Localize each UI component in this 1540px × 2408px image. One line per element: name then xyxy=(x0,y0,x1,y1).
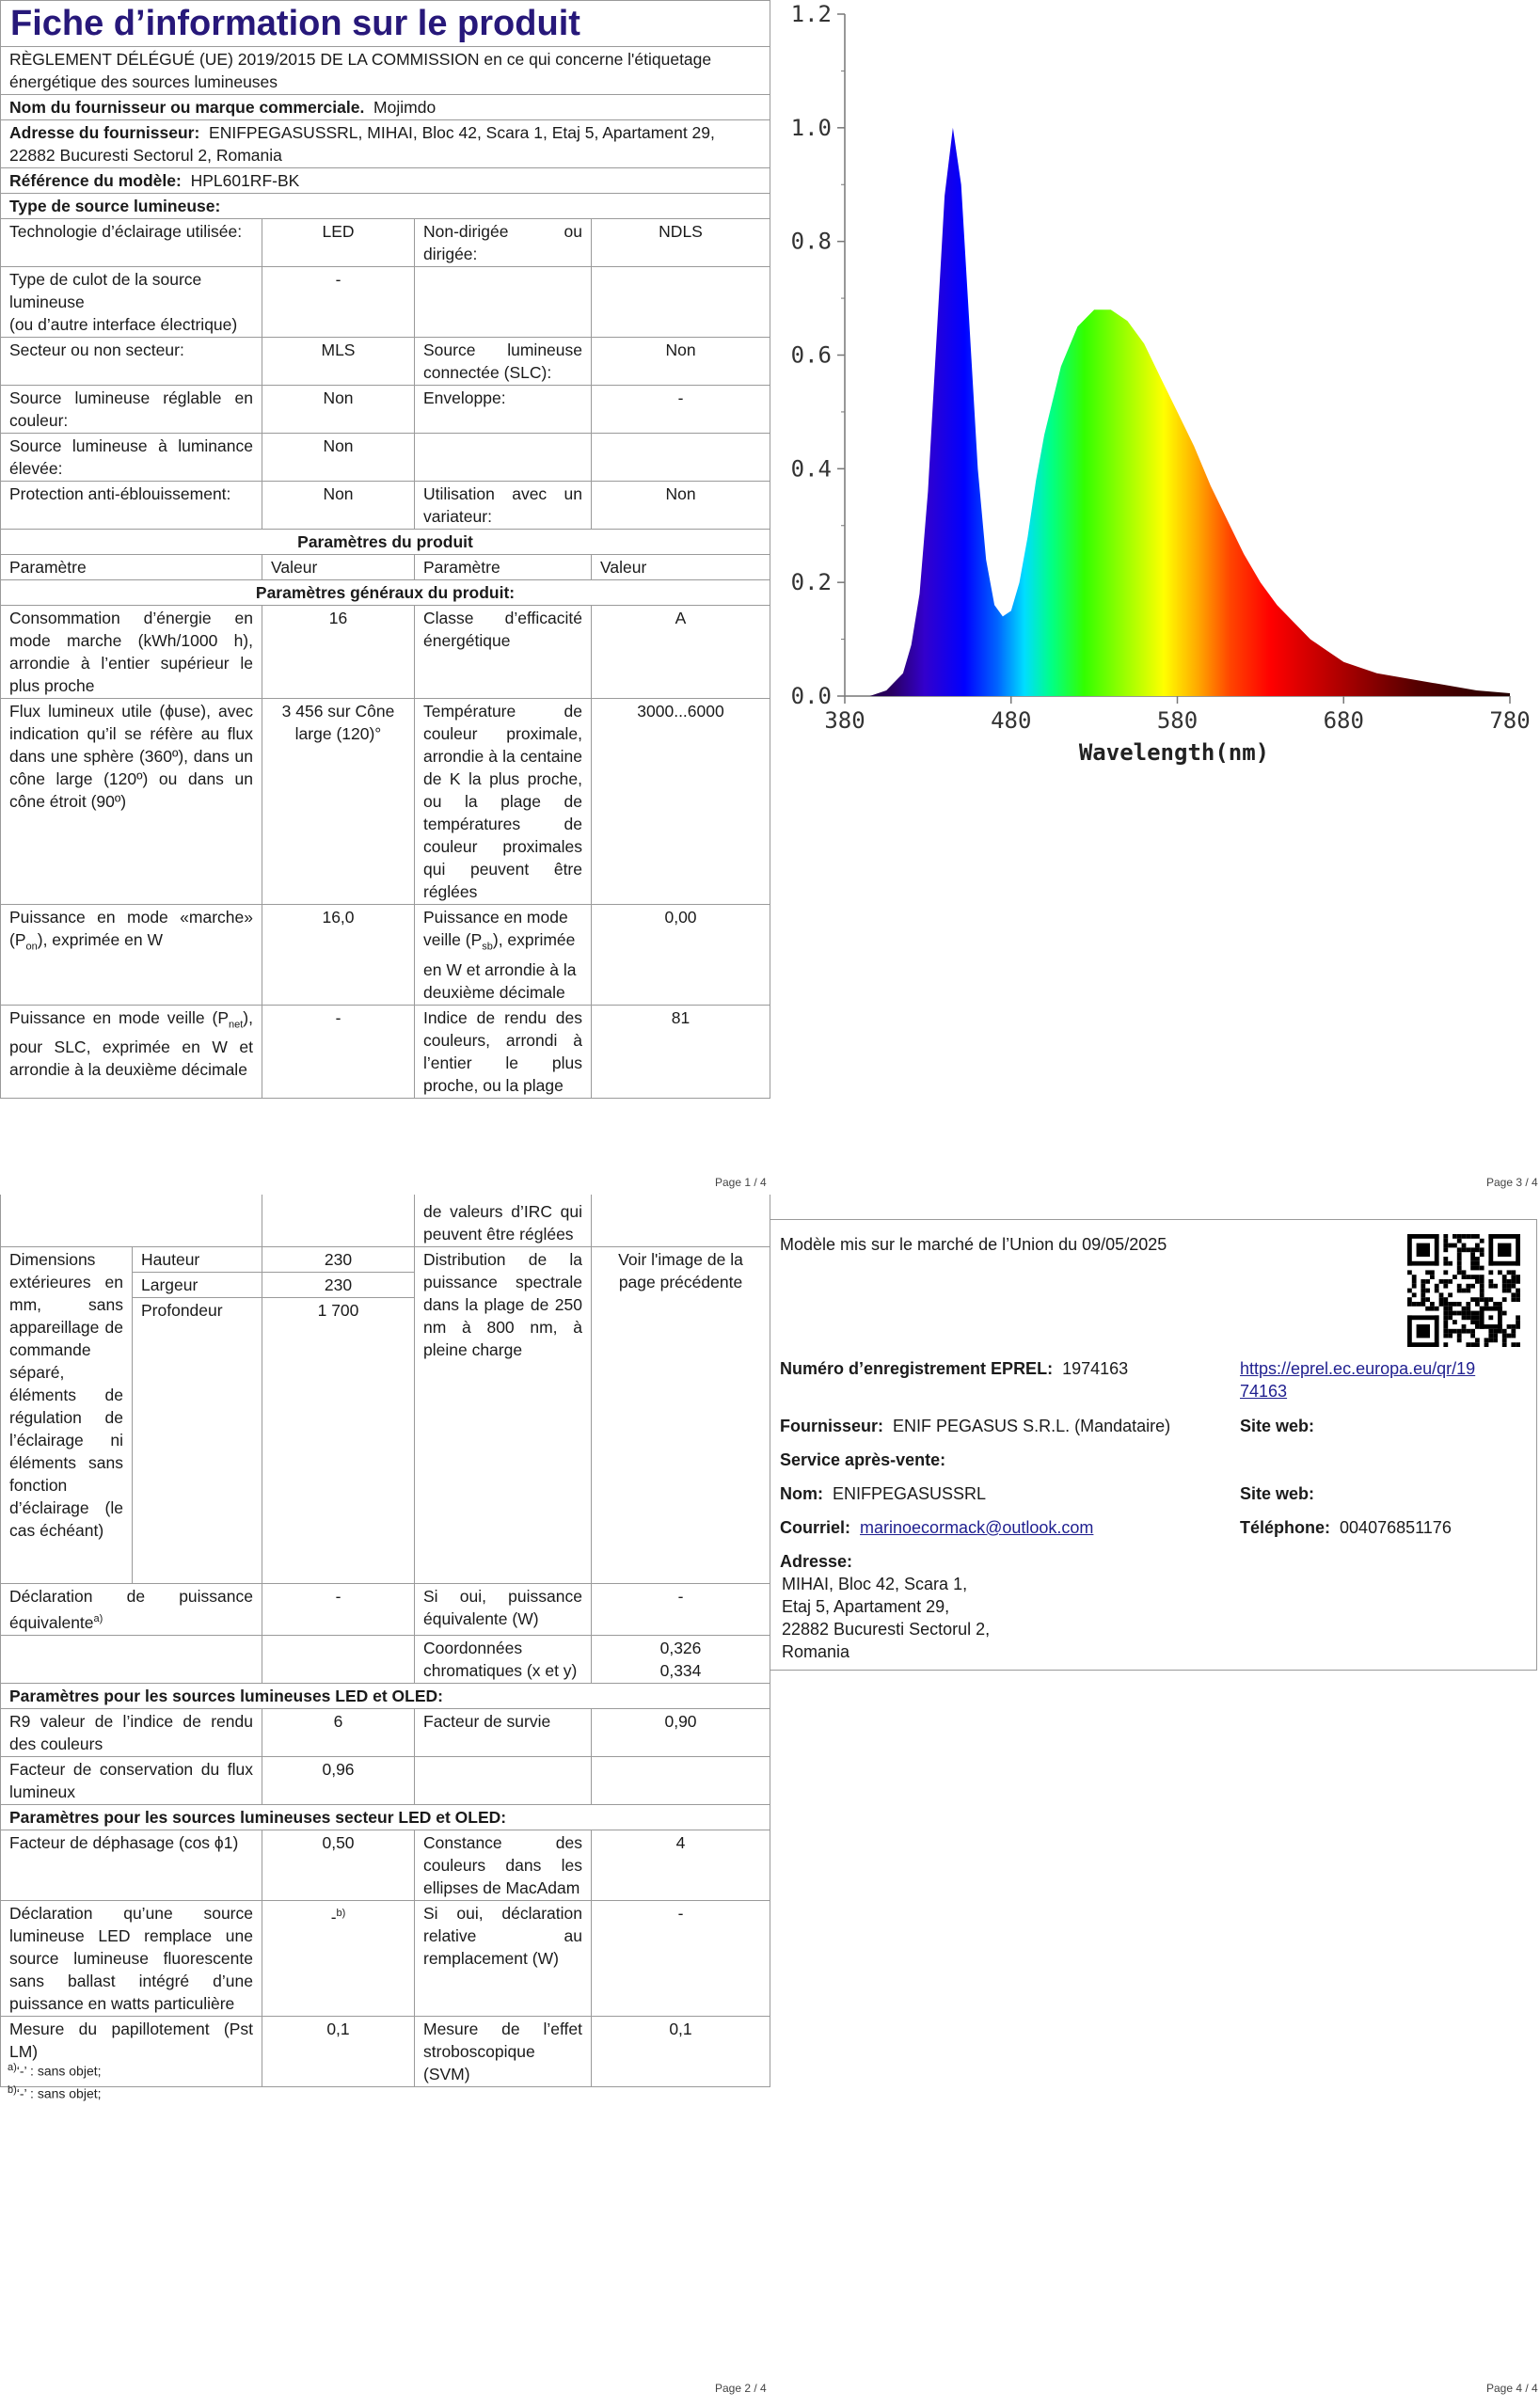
equivw-value: - xyxy=(592,1584,770,1636)
address-block xyxy=(782,1573,990,1663)
empty-cell xyxy=(592,1195,770,1247)
supplier-value: Mojimdo xyxy=(373,98,437,117)
website-label: Site web: xyxy=(1240,1417,1315,1435)
col-header-param: Paramètre xyxy=(415,555,592,580)
pf-value: 0,50 xyxy=(262,1830,415,1900)
replace-value: -$^{b)}$ xyxy=(262,1900,415,2016)
tech-label: Technologie d’éclairage utilisée: xyxy=(1,219,262,267)
cct-label: Température de couleur proximale, arrondie à la centaine de K la plus proche, ou la plage de températures de couleur proximales qui peuvent être réglées xyxy=(415,699,592,905)
empty-cell xyxy=(592,434,770,482)
x-tick-label: 580 xyxy=(1156,707,1199,734)
cri-label: Indice de rendu des couleurs, arrondi à l’entier le plus proche, ou la plage xyxy=(415,1005,592,1098)
address-value: ENIFPEGASUSSRL, MIHAI, Bloc 42, Scara 1, Etaj 5, Apartament 29, 22882 Bucuresti Sectorul 2, Romania xyxy=(9,123,715,165)
address-label: Adresse: xyxy=(780,1552,853,1571)
pon-value: 16,0 xyxy=(262,905,415,1006)
x-tick-label: 680 xyxy=(1323,707,1364,734)
replace-label: Déclaration qu’une source lumineuse LED remplace une source lumineuse fluorescente sans ballast intégré d’une puissance en watts particulière xyxy=(1,1900,262,2016)
flicker-label: Mesure du papillotement (Pst LM) xyxy=(1,2016,262,2086)
flux-value: 3 456 sur Cône large (120)° xyxy=(262,699,415,905)
width-value: 230 xyxy=(262,1273,415,1298)
class-label: Classe d’efficacité énergétique xyxy=(415,606,592,699)
x-tick-label: 480 xyxy=(991,707,1032,734)
color-label: Source lumineuse réglable en couleur: xyxy=(1,386,262,434)
phone-row: Téléphone: 004076851176 xyxy=(1240,1518,1452,1537)
macadam-label: Constance des couleurs dans les ellipses de MacAdam xyxy=(415,1830,592,1900)
page-number: Page 4 / 4 xyxy=(1486,2382,1538,2395)
y-tick-label: 0.0 xyxy=(790,683,832,709)
replacew-value: - xyxy=(592,1900,770,2016)
pnet-label: Puissance en mode veille $(P_{net})$, pour SLC, exprimée en W et arrondie à la deuxième décimale xyxy=(1,1005,262,1098)
mains-header: Paramètres pour les sources lumineuses secteur LED et OLED: xyxy=(1,1804,770,1830)
address-line: 22882 Bucuresti Sectorul 2, xyxy=(782,1620,991,1639)
survival-value: 0,90 xyxy=(592,1708,770,1756)
page-number: Page 1 / 4 xyxy=(715,1176,767,1189)
equiv-value: - xyxy=(262,1584,415,1636)
env-value: - xyxy=(592,386,770,434)
market-date: Modèle mis sur le marché de l’Union du 09/05/2025 xyxy=(780,1235,1167,1254)
col-header-value: Valeur xyxy=(262,555,415,580)
page-2 xyxy=(0,1195,770,2408)
macadam-value: 4 xyxy=(592,1830,770,1900)
mains-label: Secteur ou non secteur: xyxy=(1,338,262,386)
env-label: Enveloppe: xyxy=(415,386,592,434)
spectrum-curve xyxy=(845,128,1510,696)
energy-label: Consommation d’énergie en mode marche (kWh/1000 h), arrondie à l’entier supérieur le plus proche xyxy=(1,606,262,699)
supplier-row: Fournisseur: ENIF PEGASUS S.R.L. (Mandataire) xyxy=(780,1417,1171,1435)
psb-label: Puissance en mode veille $(P_{sb})$, exprimée en W et arrondie à la deuxième décimale xyxy=(415,905,592,1006)
model-value: HPL601RF-BK xyxy=(190,171,300,190)
name-value: ENIFPEGASUSSRL xyxy=(833,1484,987,1503)
market-info-box xyxy=(770,1219,1537,1671)
product-sheet-table xyxy=(0,0,770,1099)
type-header: Type de source lumineuse: xyxy=(1,194,770,219)
address-line: MIHAI, Bloc 42, Scara 1, xyxy=(782,1575,968,1593)
lumen-value: 0,96 xyxy=(262,1756,415,1804)
chroma-x: 0,326 xyxy=(659,1638,702,1657)
empty-cell xyxy=(415,1756,592,1804)
glare-label: Protection anti-éblouissement: xyxy=(1,482,262,530)
slc-label: Source lumineuse connectée (SLC): xyxy=(415,338,592,386)
survival-label: Facteur de survie xyxy=(415,1708,592,1756)
y-tick-label: 0.6 xyxy=(790,341,832,369)
directed-value: NDLS xyxy=(592,219,770,267)
empty-cell xyxy=(262,1635,415,1683)
page-4 xyxy=(770,1195,1540,2408)
x-tick-label: 780 xyxy=(1489,707,1531,734)
y-tick-label: 1.0 xyxy=(790,114,832,141)
chroma-y: 0,334 xyxy=(659,1660,702,1680)
empty-cell xyxy=(415,434,592,482)
params-header: Paramètres du produit xyxy=(1,530,770,555)
y-tick-label: 0.8 xyxy=(790,228,832,255)
spectral-distribution-chart xyxy=(770,0,1540,771)
spd-value: Voir l'image de la page précédente xyxy=(592,1247,770,1584)
cri-label-cont: de valeurs d’IRC qui peuvent être réglées xyxy=(415,1195,592,1247)
cap-label-line2: (ou d’autre interface électrique) xyxy=(9,315,238,334)
luminance-label: Source lumineuse à luminance élevée: xyxy=(1,434,262,482)
depth-label: Profondeur xyxy=(133,1298,262,1584)
cri-value: 81 xyxy=(592,1005,770,1098)
empty-cell xyxy=(262,1195,415,1247)
address-line: Etaj 5, Apartament 29, xyxy=(782,1597,950,1616)
x-tick-label: 380 xyxy=(824,707,865,734)
cct-value: 3000...6000 xyxy=(592,699,770,905)
empty-cell xyxy=(1,1635,262,1683)
mail-link[interactable]: marinoecormack@outlook.com xyxy=(860,1518,1094,1537)
r9-label: R9 valeur de l’indice de rendu des couleurs xyxy=(1,1708,262,1756)
supplier-row xyxy=(1,95,770,120)
psb-value: 0,00 xyxy=(592,905,770,1006)
empty-cell xyxy=(592,267,770,338)
general-header: Paramètres généraux du produit: xyxy=(1,580,770,606)
page-title: Fiche d’information sur le produit xyxy=(1,1,770,47)
regulation-text: RÈGLEMENT DÉLÉGUÉ (UE) 2019/2015 DE LA COMMISSION en ce qui concerne l'étiquetage énergétique des sources lumineuses xyxy=(1,47,770,95)
page-number: Page 3 / 4 xyxy=(1486,1176,1538,1189)
mains-value: MLS xyxy=(262,338,415,386)
equivw-label: Si oui, puissance équivalente (W) xyxy=(415,1584,592,1636)
height-label: Hauteur xyxy=(133,1247,262,1273)
footnote-b: $^{b)}$‘-’ : sans objet; xyxy=(8,2084,102,2101)
cap-label-line1: Type de culot de la source lumineuse xyxy=(9,270,202,311)
dimmer-label: Utilisation avec un variateur: xyxy=(415,482,592,530)
empty-cell xyxy=(592,1756,770,1804)
cap-label xyxy=(1,267,262,338)
pf-label: Facteur de déphasage (cos ϕ1) xyxy=(1,1830,262,1900)
empty-cell xyxy=(1,1195,262,1247)
replacew-label: Si oui, déclaration relative au remplacement (W) xyxy=(415,1900,592,2016)
supplier-value: ENIF PEGASUS S.R.L. (Mandataire) xyxy=(893,1417,1171,1435)
supplier-label: Nom du fournisseur ou marque commerciale. xyxy=(9,98,365,117)
chroma-label: Coordonnées chromatiques (x et y) xyxy=(415,1635,592,1683)
y-tick-label: 0.4 xyxy=(790,455,832,483)
energy-value: 16 xyxy=(262,606,415,699)
y-tick-label: 1.2 xyxy=(790,1,832,27)
name-row: Nom: ENIFPEGASUSSRL xyxy=(780,1484,987,1503)
depth-value: 1 700 xyxy=(262,1298,415,1584)
y-tick-label: 0.2 xyxy=(790,569,832,596)
phone-value: 004076851176 xyxy=(1340,1518,1452,1537)
eprel-row: Numéro d’enregistrement EPREL: 1974163 xyxy=(780,1359,1129,1378)
x-axis-label: Wavelength(nm) xyxy=(1078,739,1270,766)
address-row xyxy=(1,120,770,168)
qr-code-icon[interactable] xyxy=(1407,1234,1520,1347)
service-label: Service après-vente: xyxy=(780,1450,946,1469)
directed-label: Non-dirigée ou dirigée: xyxy=(415,219,592,267)
cap-value: - xyxy=(262,267,415,338)
tech-value: LED xyxy=(262,219,415,267)
color-value: Non xyxy=(262,386,415,434)
mail-row: Courriel: marinoecormack@outlook.com xyxy=(780,1518,1094,1537)
dimmer-value: Non xyxy=(592,482,770,530)
strobo-label: Mesure de l’effet stroboscopique (SVM) xyxy=(415,2016,592,2086)
eprel-value: 1974163 xyxy=(1062,1359,1129,1378)
luminance-value: Non xyxy=(262,434,415,482)
equiv-label: Déclaration de puissance équivalente$^{a)}$ xyxy=(1,1584,262,1636)
class-value: A xyxy=(592,606,770,699)
height-value: 230 xyxy=(262,1247,415,1273)
col-header-value: Valeur xyxy=(592,555,770,580)
r9-value: 6 xyxy=(262,1708,415,1756)
footnote-a: $^{a)}$‘-’ : sans objet; xyxy=(8,2062,102,2079)
spd-label: Distribution de la puissance spectrale dans la plage de 250 nm à 800 nm, à pleine charge xyxy=(415,1247,592,1584)
slc-value: Non xyxy=(592,338,770,386)
width-label: Largeur xyxy=(133,1273,262,1298)
model-row xyxy=(1,168,770,194)
pnet-value: - xyxy=(262,1005,415,1098)
col-header-param: Paramètre xyxy=(1,555,262,580)
flicker-value: 0,1 xyxy=(262,2016,415,2086)
lumen-label: Facteur de conservation du flux lumineux xyxy=(1,1756,262,1804)
dims-label: Dimensions extérieures en mm, sans appareillage de commande séparé, éléments de régulation de l’éclairage ni éléments sans fonction d’éclairage (le cas échéant) xyxy=(1,1247,133,1584)
page-number: Page 2 / 4 xyxy=(715,2382,767,2395)
page-1 xyxy=(0,0,770,1195)
website-label: Site web: xyxy=(1240,1484,1315,1503)
chroma-value xyxy=(592,1635,770,1683)
eprel-link[interactable]: https://eprel.ec.europa.eu/qr/19 74163 xyxy=(1240,1359,1476,1401)
address-label: Adresse du fournisseur: xyxy=(9,123,200,142)
product-sheet-table-continued xyxy=(0,1195,770,2087)
pon-label: Puissance en mode «marche» $(P_{on})$, exprimée en W xyxy=(1,905,262,1006)
flux-label: Flux lumineux utile (ϕuse), avec indication qu’il se réfère au flux dans une sphère (360º), dans un cône large (120º) ou dans un cône étroit (90º) xyxy=(1,699,262,905)
strobo-value: 0,1 xyxy=(592,2016,770,2086)
page-3 xyxy=(770,0,1540,1195)
model-label: Référence du modèle: xyxy=(9,171,182,190)
empty-cell xyxy=(415,267,592,338)
glare-value: Non xyxy=(262,482,415,530)
led-header: Paramètres pour les sources lumineuses LED et OLED: xyxy=(1,1683,770,1708)
address-line: Romania xyxy=(782,1642,850,1661)
